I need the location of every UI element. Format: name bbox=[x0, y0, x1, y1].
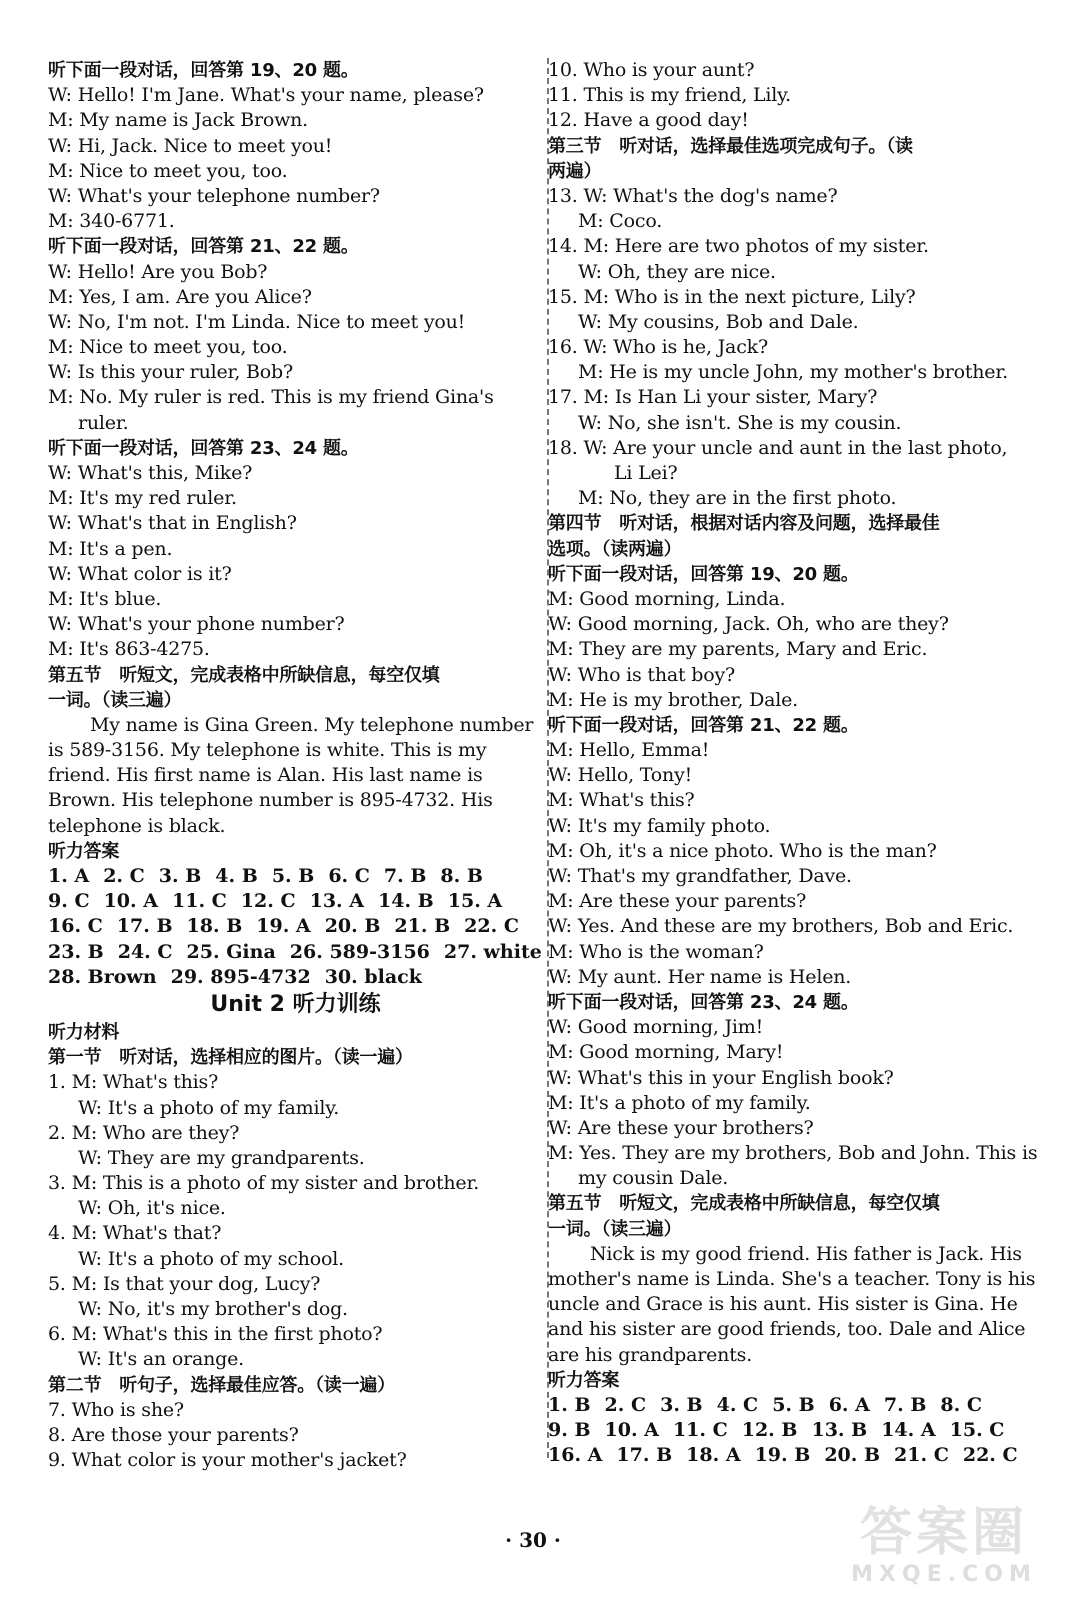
text-line: 11. This is my friend, Lily. bbox=[548, 84, 792, 107]
text-line: 4. M: What's that? bbox=[48, 1222, 222, 1245]
right-text-block bbox=[548, 58, 1058, 1393]
text-line: 1. M: What's this? bbox=[48, 1071, 219, 1094]
text-line: W: What's your phone number? bbox=[48, 613, 345, 636]
text-line: ruler. bbox=[78, 411, 129, 434]
text-line: M: Coco. bbox=[578, 210, 663, 233]
answer-item: 23. B bbox=[48, 940, 104, 963]
answer-row bbox=[548, 1443, 1058, 1468]
text-line: W: No, she isn't. She is my cousin. bbox=[578, 411, 902, 434]
section-heading: 一词。（读三遍） bbox=[548, 1218, 682, 1240]
text-line: W: Oh, they are nice. bbox=[578, 260, 776, 283]
text-line: W: It's an orange. bbox=[78, 1348, 245, 1371]
section-heading: 听下面一段对话，回答第 23、24 题。 bbox=[48, 437, 359, 459]
section-heading: 听下面一段对话，回答第 21、22 题。 bbox=[548, 714, 859, 736]
text-line: M: Good morning, Mary! bbox=[548, 1041, 784, 1064]
answer-row bbox=[48, 864, 543, 889]
answer-item: 9. B bbox=[548, 1419, 591, 1442]
text-line: W: Oh, it's nice. bbox=[78, 1197, 226, 1220]
section-heading: 第五节 听短文，完成表格中所缺信息，每空仅填 bbox=[48, 664, 440, 686]
text-line: W: Hello, Tony! bbox=[548, 764, 693, 787]
text-line: M: 340-6771. bbox=[48, 210, 175, 233]
text-line: M: It's 863-4275. bbox=[48, 638, 210, 661]
answer-item: 29. 895-4732 bbox=[170, 965, 311, 988]
answer-item: 10. A bbox=[103, 890, 158, 913]
left-text-block bbox=[48, 58, 543, 864]
text-line: Nick is my good friend. His father is Jack. His bbox=[590, 1242, 1022, 1265]
answer-item: 15. C bbox=[949, 1419, 1005, 1442]
section-heading: 听下面一段对话，回答第 23、24 题。 bbox=[548, 991, 859, 1013]
text-line: M: It's blue. bbox=[48, 587, 162, 610]
text-line: W: Are these your brothers? bbox=[548, 1116, 814, 1139]
text-line: M: Hello, Emma! bbox=[548, 739, 710, 762]
answer-row bbox=[48, 889, 543, 914]
text-line: W: Is this your ruler, Bob? bbox=[48, 361, 293, 384]
text-line: M: Yes. They are my brothers, Bob and John. This is bbox=[548, 1142, 1038, 1165]
section-heading: 第二节 听句子，选择最佳应答。（读一遍） bbox=[48, 1374, 395, 1396]
text-line: W: Good morning, Jim! bbox=[548, 1016, 764, 1039]
answer-item: 12. B bbox=[741, 1419, 798, 1442]
text-line: M: It's my red ruler. bbox=[48, 487, 237, 510]
text-line: Li Lei? bbox=[614, 462, 678, 484]
answer-item: 18. A bbox=[686, 1444, 741, 1467]
text-line: M: It's a photo of my family. bbox=[548, 1091, 811, 1114]
answer-item: 17. B bbox=[616, 1444, 673, 1467]
text-line: and his sister are good friends, too. Dale and Alice bbox=[548, 1318, 1026, 1341]
text-line: 12. Have a good day! bbox=[548, 109, 749, 132]
watermark-big: 答案圈 bbox=[859, 1503, 1028, 1563]
text-line: 8. Are those your parents? bbox=[48, 1423, 299, 1446]
text-line: M: What's this? bbox=[548, 789, 695, 812]
text-line: W: What's that in English? bbox=[48, 512, 297, 535]
text-line: M: Good morning, Linda. bbox=[548, 587, 786, 610]
text-line: M: No. My ruler is red. This is my friend Gina's bbox=[48, 386, 494, 409]
text-line: 2. M: Who are they? bbox=[48, 1121, 240, 1144]
answer-item: 13. A bbox=[309, 890, 365, 913]
text-line: 16. W: Who is he, Jack? bbox=[548, 336, 768, 359]
text-line: M: Nice to meet you, too. bbox=[48, 336, 288, 359]
text-line: W: No, it's my brother's dog. bbox=[78, 1298, 348, 1320]
text-line: W: My aunt. Her name is Helen. bbox=[548, 965, 852, 988]
answer-item: 15. A bbox=[447, 890, 503, 913]
text-line: friend. His first name is Alan. His last name is bbox=[48, 764, 483, 787]
answer-item: 20. B bbox=[324, 915, 381, 938]
text-line: W: What's your telephone number? bbox=[48, 184, 380, 207]
answer-item: 26. 589-3156 bbox=[289, 940, 430, 963]
watermark-logo bbox=[834, 1504, 1054, 1594]
text-line: M: Are these your parents? bbox=[548, 890, 807, 913]
text-line: My name is Gina Green. My telephone number bbox=[90, 713, 534, 736]
answer-item: 9. C bbox=[48, 890, 90, 913]
answer-item: 12. C bbox=[240, 890, 296, 913]
section-heading: 选项。（读两遍） bbox=[548, 538, 682, 560]
answer-item: 25. Gina bbox=[186, 940, 276, 963]
text-line: 6. M: What's this in the first photo? bbox=[48, 1323, 383, 1346]
text-line: W: It's my family photo. bbox=[548, 814, 771, 837]
section-heading: 听下面一段对话，回答第 21、22 题。 bbox=[48, 236, 359, 258]
answer-item: 4. C bbox=[716, 1393, 759, 1416]
text-line: M: He is my uncle John, my mother's brother. bbox=[578, 361, 1008, 384]
text-line: 15. M: Who is in the next picture, Lily? bbox=[548, 285, 916, 308]
text-line: W: Hello! I'm Jane. What's your name, please? bbox=[48, 84, 484, 107]
section-heading: 一词。（读三遍） bbox=[48, 689, 182, 711]
left-text-block-2 bbox=[48, 1020, 543, 1473]
text-line: W: That's my grandfather, Dave. bbox=[548, 865, 852, 887]
section-heading: 听下面一段对话，回答第 19、20 题。 bbox=[548, 563, 859, 585]
answer-row bbox=[48, 940, 543, 965]
answer-item: 4. B bbox=[215, 865, 258, 887]
answer-item: 17. B bbox=[116, 915, 173, 938]
text-line: W: It's a photo of my family. bbox=[78, 1096, 340, 1119]
answer-item: 22. C bbox=[962, 1444, 1018, 1467]
section-heading: 听力答案 bbox=[48, 840, 120, 862]
section-heading: 听下面一段对话，回答第 19、20 题。 bbox=[48, 60, 359, 81]
answer-item: 1. B bbox=[548, 1393, 591, 1416]
answer-item: 5. B bbox=[772, 1393, 815, 1416]
text-line: M: They are my parents, Mary and Eric. bbox=[548, 638, 928, 661]
text-line: W: No, I'm not. I'm Linda. Nice to meet you! bbox=[48, 310, 466, 333]
answer-item: 21. C bbox=[894, 1444, 949, 1467]
left-column bbox=[48, 58, 543, 1473]
text-line: mother's name is Linda. She's a teacher. Tony is his bbox=[548, 1268, 1036, 1290]
answer-item: 14. A bbox=[881, 1419, 936, 1442]
answer-item: 16. A bbox=[548, 1444, 603, 1467]
section-heading: 两遍） bbox=[548, 160, 602, 182]
answer-item: 24. C bbox=[117, 940, 173, 963]
answer-item: 30. black bbox=[324, 965, 422, 988]
unit-title: Unit 2 听力训练 bbox=[210, 991, 381, 1017]
answer-item: 19. B bbox=[754, 1444, 811, 1467]
section-heading: 第一节 听对话，选择相应的图片。（读一遍） bbox=[48, 1047, 413, 1069]
watermark-small: MXQE.COM bbox=[851, 1562, 1037, 1587]
page-number: · 30 · bbox=[505, 1528, 561, 1552]
answer-item: 11. C bbox=[672, 1419, 728, 1442]
section-heading: 听力答案 bbox=[548, 1369, 620, 1391]
text-line: is 589-3156. My telephone is white. This is my bbox=[48, 739, 487, 762]
answer-item: 14. B bbox=[378, 890, 434, 913]
answer-item: 19. A bbox=[256, 915, 311, 938]
text-line: uncle and Grace is his aunt. His sister is Gina. He bbox=[548, 1293, 1018, 1316]
section-heading: 第四节 听对话，根据对话内容及问题，选择最佳 bbox=[548, 513, 940, 535]
text-line: my cousin Dale. bbox=[578, 1167, 729, 1190]
text-line: W: Hello! Are you Bob? bbox=[48, 260, 268, 283]
text-line: M: Yes, I am. Are you Alice? bbox=[48, 285, 312, 308]
text-line: telephone is black. bbox=[48, 814, 226, 837]
answer-item: 1. A bbox=[48, 865, 90, 887]
text-line: 9. What color is your mother's jacket? bbox=[48, 1449, 407, 1472]
answer-item: 2. C bbox=[103, 865, 145, 887]
answer-item: 18. B bbox=[186, 915, 243, 938]
answer-item: 7. B bbox=[383, 865, 427, 887]
text-line: W: My cousins, Bob and Dale. bbox=[578, 310, 859, 333]
answer-item: 6. C bbox=[328, 865, 370, 887]
text-line: W: What's this, Mike? bbox=[48, 462, 253, 484]
answer-row bbox=[548, 1393, 1058, 1418]
answer-item: 11. C bbox=[172, 890, 227, 913]
text-line: are his grandparents. bbox=[548, 1343, 753, 1366]
answer-item: 10. A bbox=[604, 1419, 659, 1442]
text-line: 18. W: Are your uncle and aunt in the last photo, bbox=[548, 436, 1008, 459]
text-line: W: What's this in your English book? bbox=[548, 1066, 894, 1089]
text-line: W: What color is it? bbox=[48, 562, 232, 585]
answer-item: 21. B bbox=[394, 915, 451, 938]
answer-item: 22. C bbox=[464, 915, 519, 938]
answer-item: 13. B bbox=[811, 1419, 868, 1442]
answer-item: 6. A bbox=[828, 1393, 870, 1416]
text-line: 5. M: Is that your dog, Lucy? bbox=[48, 1272, 321, 1295]
answer-item: 7. B bbox=[883, 1393, 927, 1416]
answer-item: 3. B bbox=[158, 865, 202, 887]
left-answer-block bbox=[48, 864, 543, 990]
right-answer-block bbox=[548, 1393, 1058, 1469]
answer-item: 20. B bbox=[824, 1444, 881, 1467]
answer-row bbox=[48, 965, 543, 990]
text-line: W: It's a photo of my school. bbox=[78, 1247, 344, 1270]
text-line: W: Who is that boy? bbox=[548, 663, 736, 686]
text-line: W: Good morning, Jack. Oh, who are they? bbox=[548, 613, 949, 636]
answer-item: 8. B bbox=[440, 865, 483, 887]
answer-row bbox=[548, 1418, 1058, 1443]
section-heading: 第五节 听短文，完成表格中所缺信息，每空仅填 bbox=[548, 1193, 940, 1215]
answer-item: 3. B bbox=[660, 1393, 703, 1416]
answer-item: 8. C bbox=[940, 1393, 982, 1416]
text-line: 3. M: This is a photo of my sister and brother. bbox=[48, 1172, 480, 1195]
section-heading: 听力材料 bbox=[48, 1021, 120, 1043]
text-line: W: Yes. And these are my brothers, Bob and Eric. bbox=[548, 915, 1014, 938]
answer-item: 16. C bbox=[48, 915, 103, 938]
text-line: M: He is my brother, Dale. bbox=[548, 688, 799, 711]
text-line: M: Nice to meet you, too. bbox=[48, 159, 288, 182]
text-line: M: Oh, it's a nice photo. Who is the man? bbox=[548, 839, 937, 862]
section-heading: 第三节 听对话，选择最佳选项完成句子。（读 bbox=[548, 135, 913, 157]
answer-item: 5. B bbox=[271, 865, 315, 887]
answer-item: 2. C bbox=[604, 1393, 647, 1416]
answer-row bbox=[48, 914, 543, 939]
answer-item: 27. white bbox=[443, 940, 542, 963]
text-line: 10. Who is your aunt? bbox=[548, 59, 755, 81]
text-line: M: No, they are in the first photo. bbox=[578, 487, 897, 510]
answer-item: 28. Brown bbox=[48, 965, 157, 988]
text-line: M: It's a pen. bbox=[48, 537, 173, 560]
text-line: 17. M: Is Han Li your sister, Mary? bbox=[548, 386, 878, 409]
text-line: 13. W: What's the dog's name? bbox=[548, 184, 838, 207]
text-line: M: My name is Jack Brown. bbox=[48, 109, 309, 132]
text-line: 7. Who is she? bbox=[48, 1398, 184, 1421]
text-line: 14. M: Here are two photos of my sister. bbox=[548, 235, 929, 258]
text-line: Brown. His telephone number is 895-4732. His bbox=[48, 789, 493, 812]
text-line: M: Who is the woman? bbox=[548, 940, 764, 963]
text-line: W: Hi, Jack. Nice to meet you! bbox=[48, 134, 333, 157]
text-line: W: They are my grandparents. bbox=[78, 1146, 365, 1169]
right-column bbox=[548, 58, 1058, 1469]
